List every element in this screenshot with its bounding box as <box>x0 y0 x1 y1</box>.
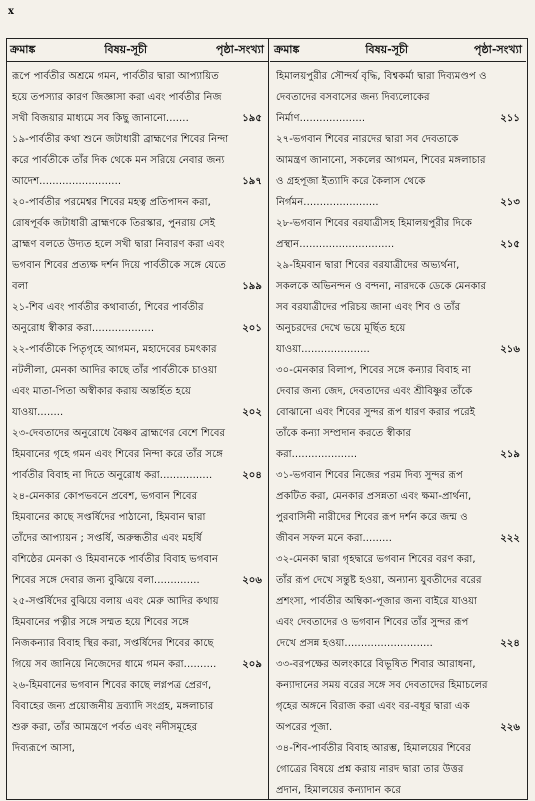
toc-entry <box>276 255 520 360</box>
entry-text: ২৮-ভগবান শিবের বরযাত্রীসহ হিমালয়পুরীর দিকে প্রস্থান............................. <box>276 218 472 250</box>
entry-text: ৩২-মেনকা দ্বারা গৃহদ্বারে ভগবান শিবের বরণ করা, তাঁর রূপ দেখে সন্তুষ্ট হওয়া, অন্যান্য যুবতীদের বরের প্রশংসা, পার্বতীর অম্বিকা-পূজার জন্য বাইরে যাওয়া এবং দেবতাদের ও ভগবান শিবের তাঁর সুন্দর রূপ দেখে প্রসন্ন হওয়া........................... <box>276 554 482 649</box>
entry-page: ২১৫ <box>500 239 520 250</box>
entry-page: ২০৯ <box>242 659 262 670</box>
header-subject: বিষয়-সূচী <box>104 43 148 56</box>
toc-entry <box>12 129 262 192</box>
entry-text: ২৭-ভগবান শিবের নারদের দ্বারা সব দেবতাকে আমন্ত্রণ জানানো, সকলের আগমন, শিবের মঙ্গলাচার ও গ্রহপূজা ইত্যাদি করে কৈলাস থেকে নির্গমন....................... <box>276 134 486 208</box>
entry-text: ২২-পার্বতীকে পিতৃগৃহে আগমন, মহাদেবের চমৎকার নটলীলা, মেনকা আদির কাছে তাঁর পার্বতীকে চাওয়া এবং মাতা-পিতা অস্বীকার করায় অন্তর্হিত হয়ে যাওয়া........ <box>12 344 217 418</box>
entry-text: ২০-পার্বতীর পরমেশ্বর শিবের মহত্ব প্রতিপাদন করা, রোষপূর্বক জটাধারী ব্রাহ্মণকে তিরস্কার, পুনরায় সেই ব্রাহ্মণ বলতে উদ্যত হলে সখী দ্বারা নিবারণ করা এবং ভগবান শিবের প্রত্যক্ষ দর্শন দিয়ে পার্বতীকে সঙ্গে যেতে বলা <box>12 197 226 292</box>
toc-entry <box>276 213 520 255</box>
entry-text: ১৯-পার্বতীর কথা শুনে জটাধারী ব্রাহ্মণের শিবের নিন্দা করে পার্বতীকে তাঁর দিক থেকে মন সরিয়ে নেবার জন্য আদেশ......................... <box>12 134 229 187</box>
entry-text: রূপে পার্বতীর অশ্রমে গমন, পার্বতীর দ্বারা আপ্যায়িত হয়ে তপস্যার কারণ জিজ্ঞাসা করা এবং পার্বতীর নিজ সখী বিজয়ার মাধ্যমে সব কিছু জানানো....... <box>12 71 222 124</box>
entry-text: ২৬-হিমবানের ভগবান শিবের কাছে লগ্নপত্র প্রেরণ, বিবাহের জন্য প্রয়োজনীয় দ্রব্যাদি সংগ্রহ, মঙ্গলাচার শুরু করা, তাঁর আমন্ত্রণে পর্বত এবং নদীসমূহের দিব্যরূপে আসা, <box>12 680 214 754</box>
toc-entry <box>12 66 262 129</box>
entry-page: ২২৪ <box>500 638 520 649</box>
entry-page: ২০৪ <box>242 470 262 481</box>
header-page: পৃষ্ঠা-সংখ্যা <box>216 43 264 56</box>
entry-page: ২০১ <box>242 323 262 334</box>
entry-text: ৩০-মেনকার বিলাপ, শিবের সঙ্গে কন্যার বিবাহ না দেবার জন্য জেদ, দেবতাদের এবং শ্রীবিষ্ণুর তাঁকে বোঝানো এবং শিবের সুন্দর রূপ ধারণ করার পরেই তাঁকে কন্যা সম্প্রদান করতে স্বীকার করা.................... <box>276 365 476 460</box>
toc-entry <box>12 675 262 759</box>
toc-entry <box>12 591 262 675</box>
entry-text: ২৯-হিমবান দ্বারা শিবের বরযাত্রীদের অভ্যর্থনা, সকলকে অভিনন্দন ও বন্দনা, নারদকে ডেকে মেনকার সব বরযাত্রীদের পরিচয় জানা এবং শিব ও তাঁর অনুচরদের দেখে ভয়ে মূর্ছিত হয়ে যাওয়া..................... <box>276 260 487 355</box>
header-serial: ক্রমাঙ্ক <box>10 43 36 56</box>
entry-page: ১৯৯ <box>242 281 262 292</box>
column-divider <box>268 38 269 800</box>
header-serial: ক্রমাঙ্ক <box>274 43 300 56</box>
toc-entry <box>276 66 520 129</box>
entry-page: ২১১ <box>500 113 520 124</box>
toc-entry <box>276 360 520 465</box>
toc-entry <box>276 654 520 738</box>
entry-page: ১৯৫ <box>242 113 262 124</box>
toc-entry <box>276 465 520 549</box>
toc-entry <box>276 129 520 213</box>
toc-entry <box>12 486 262 591</box>
left-column <box>12 66 262 759</box>
right-column <box>276 66 520 801</box>
entry-text: হিমালয়পুরীর সৌন্দর্য বৃদ্ধি, বিশ্বকর্মা দ্বারা দিব্যমণ্ডপ ও দেবতাদের বসবাসের জন্য দিব্যলোকের নির্মাণ.................... <box>276 71 487 124</box>
entry-page: ২২২ <box>500 533 520 544</box>
toc-entry <box>276 549 520 654</box>
entry-text: ৩৩-বরপক্ষের অলংকারে বিভূষিত শিবার আরাধনা, কন্যাদানের সময় বরের সঙ্গে সব দেবতাদের হিমাচলের গৃহের অঙ্গনে বিরাজ করা এবং বর-বধূর দ্বারা এক অপরের পূজা. <box>276 659 488 733</box>
entry-text: ২৪-মেনকার কোপভবনে প্রবেশ, ভগবান শিবের হিমবানের কাছে সপ্তর্ষিদের পাঠানো, হিমবান দ্বারা তাঁদের আপ্যায়ন ; সপ্তর্ষি, অরুন্ধতীর এবং মহর্ষি বশিষ্ঠের মেনকা ও হিমবানকে পার্বতীর বিবাহ ভগবান শিবের সঙ্গে দেবার জন্য বুঝিয়ে বলা.............. <box>12 491 219 586</box>
header-right <box>270 40 526 62</box>
toc-entry <box>12 192 262 297</box>
entry-text: ২৫-সপ্তর্ষিদের বুঝিয়ে বলায় এবং মেরু আদির কথায় হিমবানের পত্নীর সঙ্গে সম্মত হয়ে শিবের সঙ্গে নিজকন্যার বিবাহ স্থির করা, সপ্তর্ষিদের শিবের কাছে গিয়ে সব জানিয়ে নিজেদের ধামে গমন করা.......... <box>12 596 219 670</box>
entry-page: ২১৯ <box>500 449 520 460</box>
header-subject: বিষয়-সূচী <box>365 43 409 56</box>
toc-entry <box>12 339 262 423</box>
entry-page: ২১৩ <box>500 197 520 208</box>
entry-text: ৩১-ভগবান শিবের নিজের পরম দিব্য সুন্দর রূপ প্রকটিত করা, মেনকার প্রসন্নতা এবং ক্ষমা-প্রার্থনা, পুরবাসিনী নারীদের শিবের রূপ দর্শন করে জন্ম ও জীবন সফল মনে করা......... <box>276 470 472 544</box>
entry-page: ১৯৭ <box>242 176 262 187</box>
header-left <box>6 40 268 62</box>
toc-entry <box>12 297 262 339</box>
toc-entry <box>12 423 262 486</box>
entry-page: ২০২ <box>242 407 262 418</box>
entry-text: ২১-শিব এবং পার্বতীর কথাবার্তা, শিবের পার্বতীর অনুরোধ স্বীকার করা................... <box>12 302 204 334</box>
header-page: পৃষ্ঠা-সংখ্যা <box>474 43 522 56</box>
entry-page: ২০৬ <box>242 575 262 586</box>
entry-page: ২২৬ <box>500 722 520 733</box>
entry-text: ৩৪-শিব-পার্বতীর বিবাহ আরম্ভ, হিমালয়ের শিবের গোত্রের বিষয়ে প্রশ্ন করায় নারদ দ্বারা তার উত্তর প্রদান, হিমালয়ের কন্যাদান করে <box>276 743 471 796</box>
entry-page: ২১৬ <box>500 344 520 355</box>
page-number: x <box>8 6 14 17</box>
toc-entry <box>276 738 520 801</box>
entry-text: ২৩-দেবতাদের অনুরোধে বৈষ্ণব ব্রাহ্মণের বেশে শিবের হিমবানের গৃহে গমন এবং শিবের নিন্দা করে তাঁর সঙ্গে পার্বতীর বিবাহ না দিতে অনুরোধ করা................ <box>12 428 226 481</box>
